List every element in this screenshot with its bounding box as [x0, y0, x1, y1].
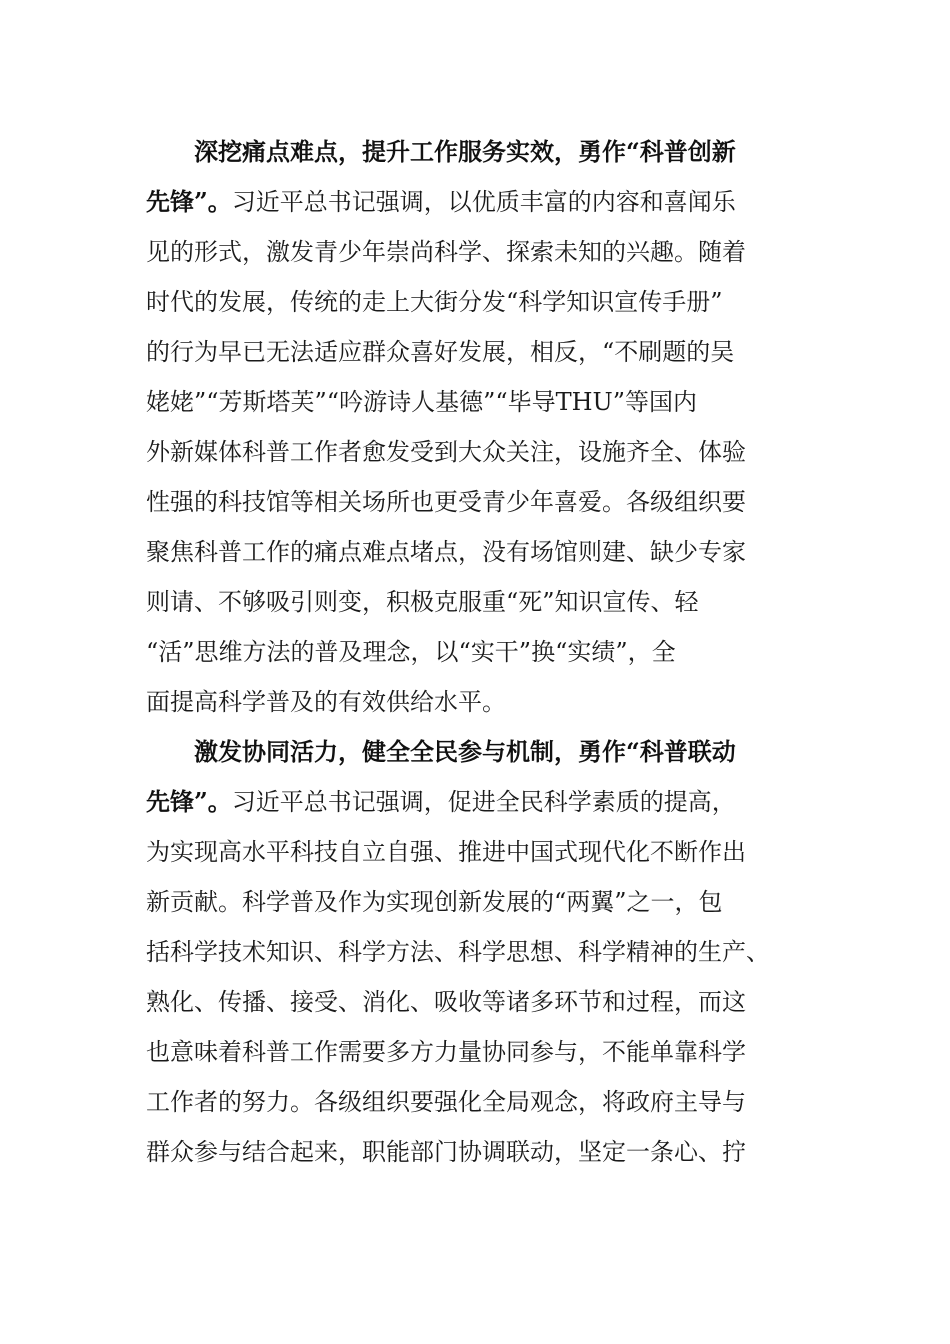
paragraph-line: 括科学技术知识、科学方法、科学思想、科学精神的生产、 [146, 938, 770, 966]
paragraph-heading: 深挖痛点难点，提升工作服务实效，勇作“科普创新 [194, 137, 736, 166]
paragraph-science-innovation [146, 127, 806, 727]
paragraph-line [146, 727, 806, 777]
paragraph-text: 习近平总书记强调，促进全民科学素质的提高， [231, 788, 736, 816]
paragraph-line: 外新媒体科普工作者愈发受到大众关注，设施齐全、体验 [146, 438, 746, 466]
paragraph-line: 时代的发展，传统的走上大街分发“科学知识宣传手册” [146, 288, 723, 316]
paragraph-heading-end: 先锋”。 [146, 187, 232, 216]
paragraph-line: 群众参与结合起来，职能部门协调联动，坚定一条心、拧 [146, 1138, 746, 1166]
paragraph-line: 见的形式，激发青少年崇尚科学、探索未知的兴趣。随着 [146, 238, 746, 266]
paragraph-line: “活”思维方法的普及理念，以“实干”换“实绩”，全 [146, 638, 676, 666]
paragraph-line: 性强的科技馆等相关场所也更受青少年喜爱。各级组织要 [146, 488, 746, 516]
paragraph-line: 工作者的努力。各级组织要强化全局观念，将政府主导与 [146, 1088, 746, 1116]
paragraph-line: 为实现高水平科技自立自强、推进中国式现代化不断作出 [146, 838, 746, 866]
paragraph-line: 新贡献。科学普及作为实现创新发展的“两翼”之一，包 [146, 888, 723, 916]
paragraph-heading-end: 先锋”。 [146, 787, 232, 816]
paragraph-heading: 激发协同活力，健全全民参与机制，勇作“科普联动 [194, 737, 736, 766]
paragraph-line [146, 777, 806, 827]
paragraph-line [146, 127, 806, 177]
paragraph-line: 面提高科学普及的有效供给水平。 [146, 688, 506, 716]
paragraph-line: 聚焦科普工作的痛点难点堵点，没有场馆则建、缺少专家 [146, 538, 746, 566]
paragraph-line: 则请、不够吸引则变，积极克服重“死”知识宣传、轻 [146, 588, 699, 616]
paragraph-line: 熟化、传播、接受、消化、吸收等诸多环节和过程，而这 [146, 988, 746, 1016]
paragraph-line [146, 177, 806, 227]
paragraph-line: 姥姥”“芳斯塔芙”“吟游诗人基德”“毕导THU”等国内 [146, 388, 698, 416]
paragraph-line: 也意味着科普工作需要多方力量协同参与，不能单靠科学 [146, 1038, 746, 1066]
paragraph-line: 的行为早已无法适应群众喜好发展，相反，“不刷题的吴 [146, 338, 735, 366]
paragraph-science-linkage [146, 727, 806, 1177]
paragraph-text: 习近平总书记强调，以优质丰富的内容和喜闻乐 [231, 188, 736, 216]
